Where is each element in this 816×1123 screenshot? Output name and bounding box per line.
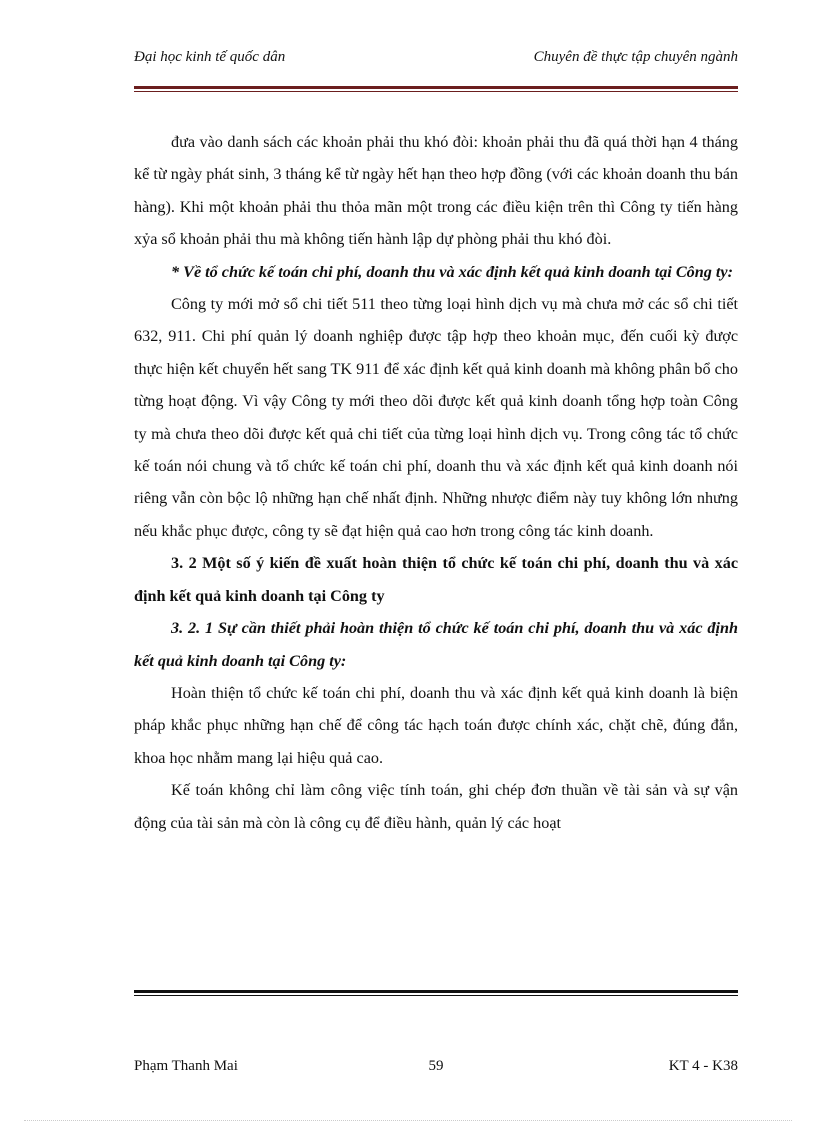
section-heading-cost-revenue: * Về tổ chức kế toán chi phí, doanh thu và xác định kết quả kinh doanh tại Công ty: [171, 262, 733, 281]
paragraph-ledgers: Công ty mới mở sổ chi tiết 511 theo từng loại hình dịch vụ mà chưa mở các sổ chi tiết 632, 911. Chi phí quản lý doanh nghiệp được tập hợp theo khoản mục, đến cuối kỳ được thực hiện kết chuyển hết sang TK 911 để xác định kết quả kinh doanh mà không phân bổ cho từng hoạt động. Vì vậy Công ty mới theo dõi được kết quả kinh doanh tổng hợp toàn Công ty mà chưa theo dõi được kết quả chi tiết của từng loại hình dịch vụ. Trong công tác tổ chức kế toán nói chung và tổ chức kế toán chi phí, doanh thu và xác định kết quả kinh doanh nói riêng vẫn còn bộc lộ những hạn chế nhất định. Những nhược điểm này tuy không lớn nhưng nếu khắc phục được, công ty sẽ đạt hiện quả cao hơn trong công tác kinh doanh. [134, 295, 738, 540]
paragraph-accounting-role: Kế toán không chỉ làm công việc tính toán, ghi chép đơn thuần về tài sản và sự vận động của tài sản mà còn là công cụ để điều hành, quản lý các hoạt [134, 781, 738, 832]
page-edge-divider [24, 1120, 792, 1121]
section-heading-3-2-1: 3. 2. 1 Sự cần thiết phải hoàn thiện tổ chức kế toán chi phí, doanh thu và xác định kết quả kinh doanh tại Công ty: [134, 619, 738, 670]
section-heading-3-2: 3. 2 Một số ý kiến đề xuất hoàn thiện tổ chức kế toán chi phí, doanh thu và xác định kết quả kinh doanh tại Công ty [134, 554, 738, 605]
footer-divider [134, 990, 738, 996]
header-document-title: Chuyên đề thực tập chuyên ngành [533, 49, 738, 65]
header-divider [134, 86, 738, 92]
page-number: 59 [428, 1058, 444, 1074]
page-footer [134, 1058, 738, 1078]
footer-author: Phạm Thanh Mai [134, 1058, 238, 1074]
paragraph-improvement: Hoàn thiện tổ chức kế toán chi phí, doanh thu và xác định kết quả kinh doanh là biện pháp khắc phục những hạn chế để công tác hạch toán được chính xác, chặt chẽ, đúng đắn, khoa học nhằm mang lại hiệu quả cao. [134, 683, 738, 767]
header-university: Đại học kinh tế quốc dân [134, 49, 286, 65]
document-body [134, 126, 738, 839]
page-header [134, 49, 738, 71]
footer-class: KT 4 - K38 [668, 1058, 738, 1074]
paragraph-bad-debts: đưa vào danh sách các khoản phải thu khó đòi: khoản phải thu đã quá thời hạn 4 tháng kể từ ngày phát sinh, 3 tháng kể từ ngày hết hạn theo hợp đồng (với các khoản doanh thu bán hàng). Khi một khoản phải thu thỏa mãn một trong các điều kiện trên thì Công ty tiến hàng xỷa sổ khoản phải thu mà không tiến hành lập dự phòng phải thu khó đòi. [134, 133, 738, 249]
